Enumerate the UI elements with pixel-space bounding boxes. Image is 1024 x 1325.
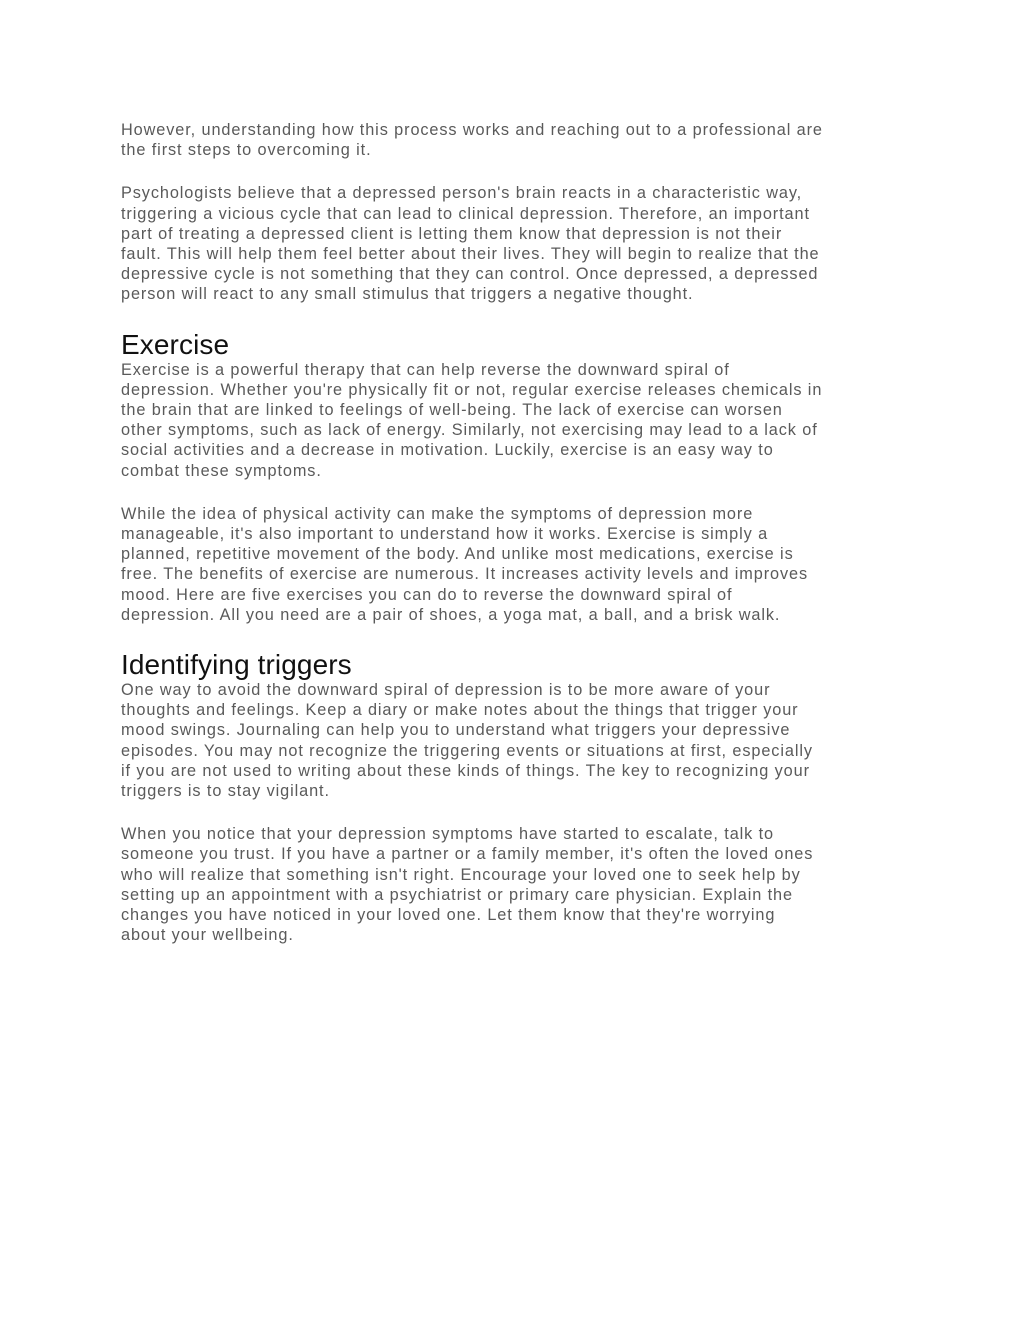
section-identifying-triggers: [121, 650, 911, 945]
document-page: [121, 120, 911, 946]
section-gap: [121, 305, 911, 330]
paragraph-gap: [121, 160, 911, 183]
section-exercise: [121, 330, 911, 625]
section-heading-exercise: Exercise: [121, 328, 230, 360]
exercise-paragraph-2: While the idea of physical activity can make the symptoms of depression more manageable, it's also important to understand how it works. Exercise is simply a planned, repetitive movement of the body. And unlike most medications, exercise is free. The benefits of exercise are numerous. It increases activity levels and improves mood. Here are five exercises you can do to reverse the downward spiral of depression. All you need are a pair of shoes, a yoga mat, a ball, and a brisk walk.: [121, 504, 809, 624]
paragraph-gap: [121, 481, 911, 504]
exercise-paragraph-1: Exercise is a powerful therapy that can help reverse the downward spiral of depression. Whether you're physically fit or not, regular exercise releases chemicals in the brain that are linked to feelings of well-being. The lack of exercise can worsen other symptoms, such as lack of energy. Similarly, not exercising may lead to a lack of social activities and a decrease in motivation. Luckily, exercise is an easy way to combat these symptoms.: [121, 360, 823, 480]
intro-paragraph-2: Psychologists believe that a depressed person's brain reacts in a characteristic way, triggering a vicious cycle that can lead to clinical depression. Therefore, an important part of treating a depressed client is letting them know that depression is not their fault. This will help them feel better about their lives. They will begin to realize that the depressive cycle is not something that they can control. Once depressed, a depressed person will react to any small stimulus that triggers a negative thought.: [121, 184, 820, 304]
section-heading-identifying-triggers: Identifying triggers: [121, 649, 352, 681]
triggers-paragraph-1: One way to avoid the downward spiral of depression is to be more aware of your thoughts and feelings. Keep a diary or make notes about the things that trigger your mood swings. Journaling can help you to understand what triggers your depressive episodes. You may not recognize the triggering events or situations at first, especially if you are not used to writing about these kinds of things. The key to recognizing your triggers is to stay vigilant.: [121, 681, 813, 801]
paragraph-gap: [121, 801, 911, 824]
intro-paragraph-1: However, understanding how this process works and reaching out to a professional are the first steps to overcoming it.: [121, 121, 823, 160]
section-gap: [121, 625, 911, 650]
triggers-paragraph-2: When you notice that your depression symptoms have started to escalate, talk to someone you trust. If you have a partner or a family member, it's often the loved ones who will realize that something isn't right. Encourage your loved one to seek help by setting up an appointment with a psychiatrist or primary care physician. Explain the changes you have noticed in your loved one. Let them know that they're worrying about your wellbeing.: [121, 825, 814, 945]
